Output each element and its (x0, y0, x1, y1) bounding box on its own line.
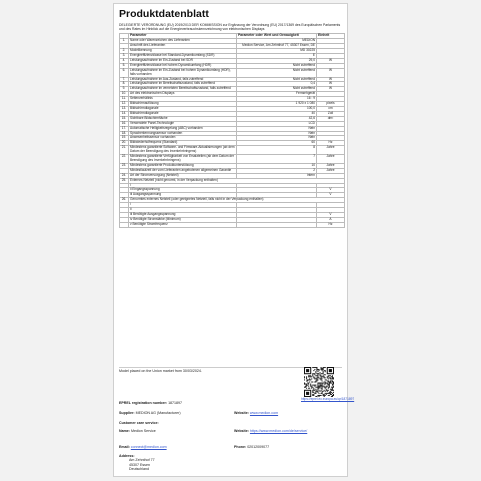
parameter-unit: pixels (317, 102, 345, 107)
parameter-value: 42,6 (237, 116, 317, 121)
page-title: Produktdatenblatt (119, 8, 209, 20)
cs-name-row (119, 429, 156, 433)
parameter-name: Sichtbare Bildschirmfläche (129, 116, 237, 121)
parameter-name: Anwesenheitssensor vorhanden (129, 136, 237, 141)
parameter-unit: cm (317, 107, 345, 112)
parameter-table (119, 33, 345, 227)
row-number: 10. (120, 92, 129, 97)
parameter-name: Seitenverhältnis (129, 97, 237, 102)
parameter-name: Energieeffizienzklasse bei hohem Dynamikumfang (HDR) (129, 63, 237, 68)
website-label: Website: (234, 411, 249, 415)
parameter-value: MD 30225 (237, 49, 317, 54)
parameter-unit: Jahre (317, 146, 345, 155)
parameter-unit: W (317, 58, 345, 63)
parameter-value: Nein (237, 126, 317, 131)
parameter-value (237, 222, 317, 227)
parameter-name: i (129, 183, 237, 188)
parameter-value: 8 (237, 146, 317, 155)
row-number: 8. (120, 82, 129, 87)
parameter-value: E (237, 54, 317, 59)
parameter-value: Nicht zutreffend (237, 87, 317, 92)
table-row (120, 68, 345, 77)
parameter-name: Leistungsaufnahme im Ein-Zustand bei hohem Dynamikumfang (HDR), falls vorhanden (129, 68, 237, 77)
parameter-name: i (129, 203, 237, 208)
parameter-value: Medion Service, Am Zehnthof 77, 45307 Essen, DE (237, 44, 317, 49)
cs-email-label: Email: (119, 445, 130, 449)
row-number: 26. (120, 198, 129, 203)
parameter-name: Mindestens garantierte Verfügbarkeit von Ersatzteilen (ab dem Datum der Beendigung des Inverkehrbringens) (129, 155, 237, 164)
row-number: 21. (120, 146, 129, 155)
row-number: 18. (120, 131, 129, 136)
cs-name-value: Medion Service (131, 429, 156, 433)
cs-phone-value: 02012009077 (247, 445, 270, 449)
parameter-value: 10 (237, 163, 317, 168)
parameter-unit: V (317, 212, 345, 217)
parameter-name: Automatische Helligkeitsregelung (ABC) vorhanden (129, 126, 237, 131)
parameter-value: Nicht zutreffend (237, 77, 317, 82)
row-number: 22. (120, 155, 129, 164)
qr-code-icon[interactable] (304, 367, 334, 397)
row-number: 23. (120, 163, 129, 168)
parameter-name: Leistungsaufnahme im Ein-Zustand bei SDR (129, 58, 237, 63)
row-number: 4. (120, 58, 129, 63)
row-number: 25. (120, 178, 129, 183)
parameter-name: Bildschirmdiagonale (129, 111, 237, 116)
eprel-label: EPREL registration number: (119, 401, 168, 405)
customer-care-heading: Customer care service: (119, 421, 159, 425)
parameter-name: v Benötigte Stromfrequenz (129, 222, 237, 227)
parameter-unit: W (317, 82, 345, 87)
cs-phone-row (234, 445, 269, 449)
parameter-name: Art der Stromversorgung (Netzteil) (129, 173, 237, 178)
row-number: 20. (120, 141, 129, 146)
parameter-name: iv Benötigte Stromstärke (Minimum) (129, 217, 237, 222)
parameter-value: 2 (237, 168, 317, 173)
address-line-3: Deutschland (129, 466, 149, 471)
cs-name-label: Name: (119, 429, 130, 433)
supplier-value: MEDION AG (Manufacturer) (135, 411, 181, 415)
parameter-name: Leistungsaufnahme im Aus-Zustand, falls zutreffend (129, 77, 237, 82)
parameter-value: Nein (237, 136, 317, 141)
parameter-value: MEDION (237, 39, 317, 44)
row-number: 5. (120, 63, 129, 68)
website-row (234, 411, 278, 415)
parameter-name: Genormtes externes Netzteil (oder geeignetes Netzteil, falls nicht in der Verpackung enthalten) (129, 198, 345, 203)
row-number: 11. (120, 97, 129, 102)
parameter-name: iii Benötigte Ausgangsspannung (129, 212, 237, 217)
row-number: 2. (120, 49, 129, 54)
parameter-name: Bildschirmdiagonale (129, 107, 237, 112)
parameter-name: Art des elektronischen Displays (129, 92, 237, 97)
row-number (120, 222, 129, 227)
row-number: 14. (120, 111, 129, 116)
parameter-name: Mindestens garantierte Produktunterstützung (129, 163, 237, 168)
row-number: 16. (120, 121, 129, 126)
column-header: Parameter (129, 34, 237, 39)
parameter-name: Bildwiederholfrequenz (Standard) (129, 141, 237, 146)
parameter-unit: W (317, 68, 345, 77)
parameter-value: 16 : 9 (237, 97, 317, 102)
row-number: 19. (120, 136, 129, 141)
row-number: 9. (120, 87, 129, 92)
row-number: 24. (120, 173, 129, 178)
row-number: 17. (120, 126, 129, 131)
parameter-unit: dm² (317, 116, 345, 121)
qr-link[interactable]: https://eprel.ec.europa.eu/qr/1871897 (301, 397, 355, 401)
parameter-name: ii Eingangsspannung (129, 188, 237, 193)
product-data-sheet (113, 3, 355, 477)
market-date-note: Model placed on the Union market from 30/03/2024. (119, 369, 202, 373)
parameter-value: LCD (237, 121, 317, 126)
parameter-unit: Hz (317, 222, 345, 227)
cs-address-label: Address: (119, 454, 135, 458)
parameter-unit: Hz (317, 141, 345, 146)
cs-phone-label: Phone: (234, 445, 247, 449)
parameter-unit: V (317, 193, 345, 198)
supplier-row (119, 411, 181, 415)
row-number: 13. (120, 107, 129, 112)
parameter-value: Nicht zutreffend (237, 63, 317, 68)
column-header: Einheit (317, 34, 345, 39)
cs-email-link[interactable]: connect@medion.com (130, 445, 167, 449)
parameter-value: Nicht zutreffend (237, 68, 317, 77)
parameter-name: ii (129, 208, 237, 213)
parameter-value: Nein (237, 131, 317, 136)
website-link[interactable]: www.medion.com (249, 411, 279, 415)
row-number: 6. (120, 68, 129, 77)
row-number: 12. (120, 102, 129, 107)
cs-website-row (234, 429, 342, 433)
row-number: 3. (120, 54, 129, 59)
parameter-name: Bildschirmauflösung (129, 102, 237, 107)
parameter-name: Name oder Warenzeichen des Lieferanten (129, 39, 237, 44)
parameter-value: intern (237, 173, 317, 178)
parameter-value: 40 (237, 111, 317, 116)
parameter-name: Leistungsaufnahme im vernetzten Bereitschaftszustand, falls zutreffend (129, 87, 237, 92)
eprel-row (119, 401, 182, 405)
parameter-unit: A (317, 217, 345, 222)
parameter-name: Anschrift des Lieferanten (129, 44, 237, 49)
parameter-name: Mindestens garantierte Software- und Firmware-Aktualisierungen (ab dem Datum der Beendigung des Inverkehrbringens) (130, 145, 235, 154)
parameter-unit: Zoll (317, 111, 345, 116)
parameter-name: iii Ausgangsspannung (129, 193, 237, 198)
parameter-value: 29,0 (237, 58, 317, 63)
regulation-intro: DELEGIERTE VERORDNUNG (EU) 2019/2013 DER KOMMISSION zur Ergänzung der Verordnung (EU) 2017/1369 des Europäischen Parlaments und des Rates im Hinblick auf die Energieverbrauchskennzeichnung von elektronischen Displays (119, 23, 341, 32)
parameter-value: Fernsehgerät (237, 92, 317, 97)
parameter-name: Modellkennung (129, 49, 237, 54)
column-header: Parameter oder Wert und Genauigkeit (237, 34, 317, 39)
parameter-name: Mindestlaufzeit der vom Lieferanten angebotenen allgemeinen Garantie (129, 168, 237, 173)
table-row (120, 222, 345, 227)
parameter-unit: W (317, 87, 345, 92)
row-number: 1. (120, 39, 129, 44)
parameter-unit: Jahre (317, 163, 345, 168)
parameter-unit: W (317, 77, 345, 82)
parameter-name: Verwendete Panel-Technologie (129, 121, 237, 126)
eprel-value: 1871897 (168, 401, 183, 405)
footer-info (114, 367, 355, 477)
cs-address-block (119, 454, 155, 471)
parameter-name: Externes Netzteil (nicht genormt, in der Verpackung enthalten) (129, 178, 345, 183)
cs-website-label: Website: (234, 429, 249, 433)
parameter-value: 60 (237, 141, 317, 146)
parameter-name: Leistungsaufnahme im Bereitschaftszustand, falls zutreffend (129, 82, 237, 87)
parameter-unit: Jahre (317, 168, 345, 173)
row-number: 7. (120, 77, 129, 82)
row-number: 15. (120, 116, 129, 121)
address-line-1: Am Zehnthof 77 (129, 458, 155, 463)
cs-email-row (119, 445, 167, 449)
parameter-unit: Jahre (317, 155, 345, 164)
parameter-value: 7 (237, 155, 317, 164)
supplier-label: Supplier: (119, 411, 135, 415)
address-line-2: 45307 Essen (129, 462, 150, 467)
cs-website-link[interactable]: https://www.medion.com/de/service/ (249, 429, 308, 433)
parameter-name: Spracherkennungssensor vorhanden (129, 131, 237, 136)
parameter-value: 1 920 x 1 080 (237, 102, 317, 107)
parameter-value: 0,4 (237, 82, 317, 87)
parameter-name: Energieeffizienzklasse bei Standard-Dynamikumfang (SDR) (129, 54, 237, 59)
parameter-unit: V (317, 188, 345, 193)
parameter-value: 100,0 (237, 107, 317, 112)
